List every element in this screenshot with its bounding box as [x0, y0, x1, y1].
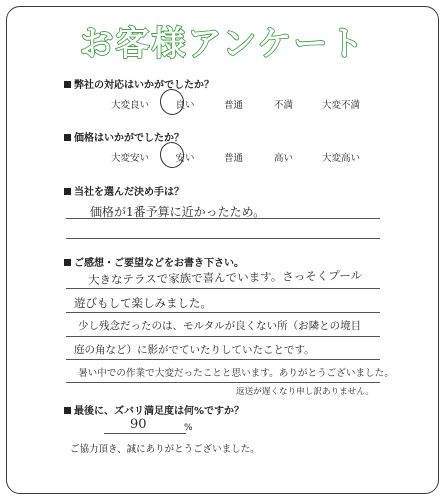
answer-line	[66, 218, 380, 219]
comment-line-1: 大きなテラスで家族で喜んでいます。さっそくプール	[87, 268, 363, 287]
bullet-square-icon	[64, 81, 71, 88]
bullet-square-icon	[64, 134, 71, 141]
question-4	[64, 254, 244, 269]
comment-line-3: 少し残念だったのは、モルタルが良くない所（お隣との境目	[78, 320, 362, 332]
q1-option-4[interactable]: 不満	[273, 100, 293, 111]
satisfaction-line	[104, 433, 186, 434]
question-3-answer: 価格が1番予算に近かったため。	[90, 205, 266, 219]
question-2-options	[96, 150, 376, 164]
satisfaction-unit: %	[184, 423, 193, 433]
question-5	[64, 402, 244, 417]
survey-title: お客様アンケート	[79, 24, 366, 64]
question-4-label: ご感想・ご要望などをお書き下さい。	[74, 258, 244, 269]
q2-option-4[interactable]: 高い	[273, 153, 293, 164]
question-3	[64, 183, 184, 198]
bullet-square-icon	[64, 407, 71, 414]
comment-line-4: 庭の角など）に影がでていたりしていたことです。	[74, 344, 315, 356]
question-2	[64, 129, 184, 144]
question-5-label: 最後に、ズバリ満足度は何%ですか？	[74, 406, 245, 417]
question-2-label: 価格はいかがでしたか？	[74, 133, 184, 144]
q2-option-2[interactable]: 安い	[175, 153, 195, 164]
question-1-label: 弊社の対応はいかがでしたか？	[74, 80, 214, 91]
answer-line	[66, 288, 380, 289]
question-3-label: 当社を選んだ決め手は？	[74, 187, 184, 198]
satisfaction-value: 90	[130, 417, 147, 432]
question-1	[64, 76, 214, 91]
q2-option-3[interactable]: 普通	[223, 153, 243, 164]
bullet-square-icon	[64, 259, 71, 266]
q1-option-3[interactable]: 普通	[223, 100, 243, 111]
footer-thanks: ご協力頂き、誠にありがとうございました。	[70, 444, 260, 455]
q2-option-5[interactable]: 大変高い	[321, 153, 360, 164]
q2-option-1[interactable]: 大変安い	[110, 153, 149, 164]
comment-line-6: 返送が遅くなり申し訳ありません。	[236, 387, 375, 397]
bullet-square-icon	[64, 188, 71, 195]
comment-line-5: 暑い中での作業で大変だったことと思います。ありがとうございました。	[78, 368, 394, 379]
answer-line	[66, 312, 380, 313]
q1-option-1[interactable]: 大変良い	[110, 100, 149, 111]
q1-option-5[interactable]: 大変不満	[321, 100, 360, 111]
q1-option-2[interactable]: 良い	[175, 100, 195, 111]
answer-line	[66, 238, 380, 239]
question-1-options	[96, 97, 376, 111]
comment-line-2: 遊びもして楽しみました。	[74, 296, 212, 310]
answer-line	[66, 359, 380, 360]
answer-line	[66, 336, 380, 337]
answer-line	[66, 382, 380, 383]
